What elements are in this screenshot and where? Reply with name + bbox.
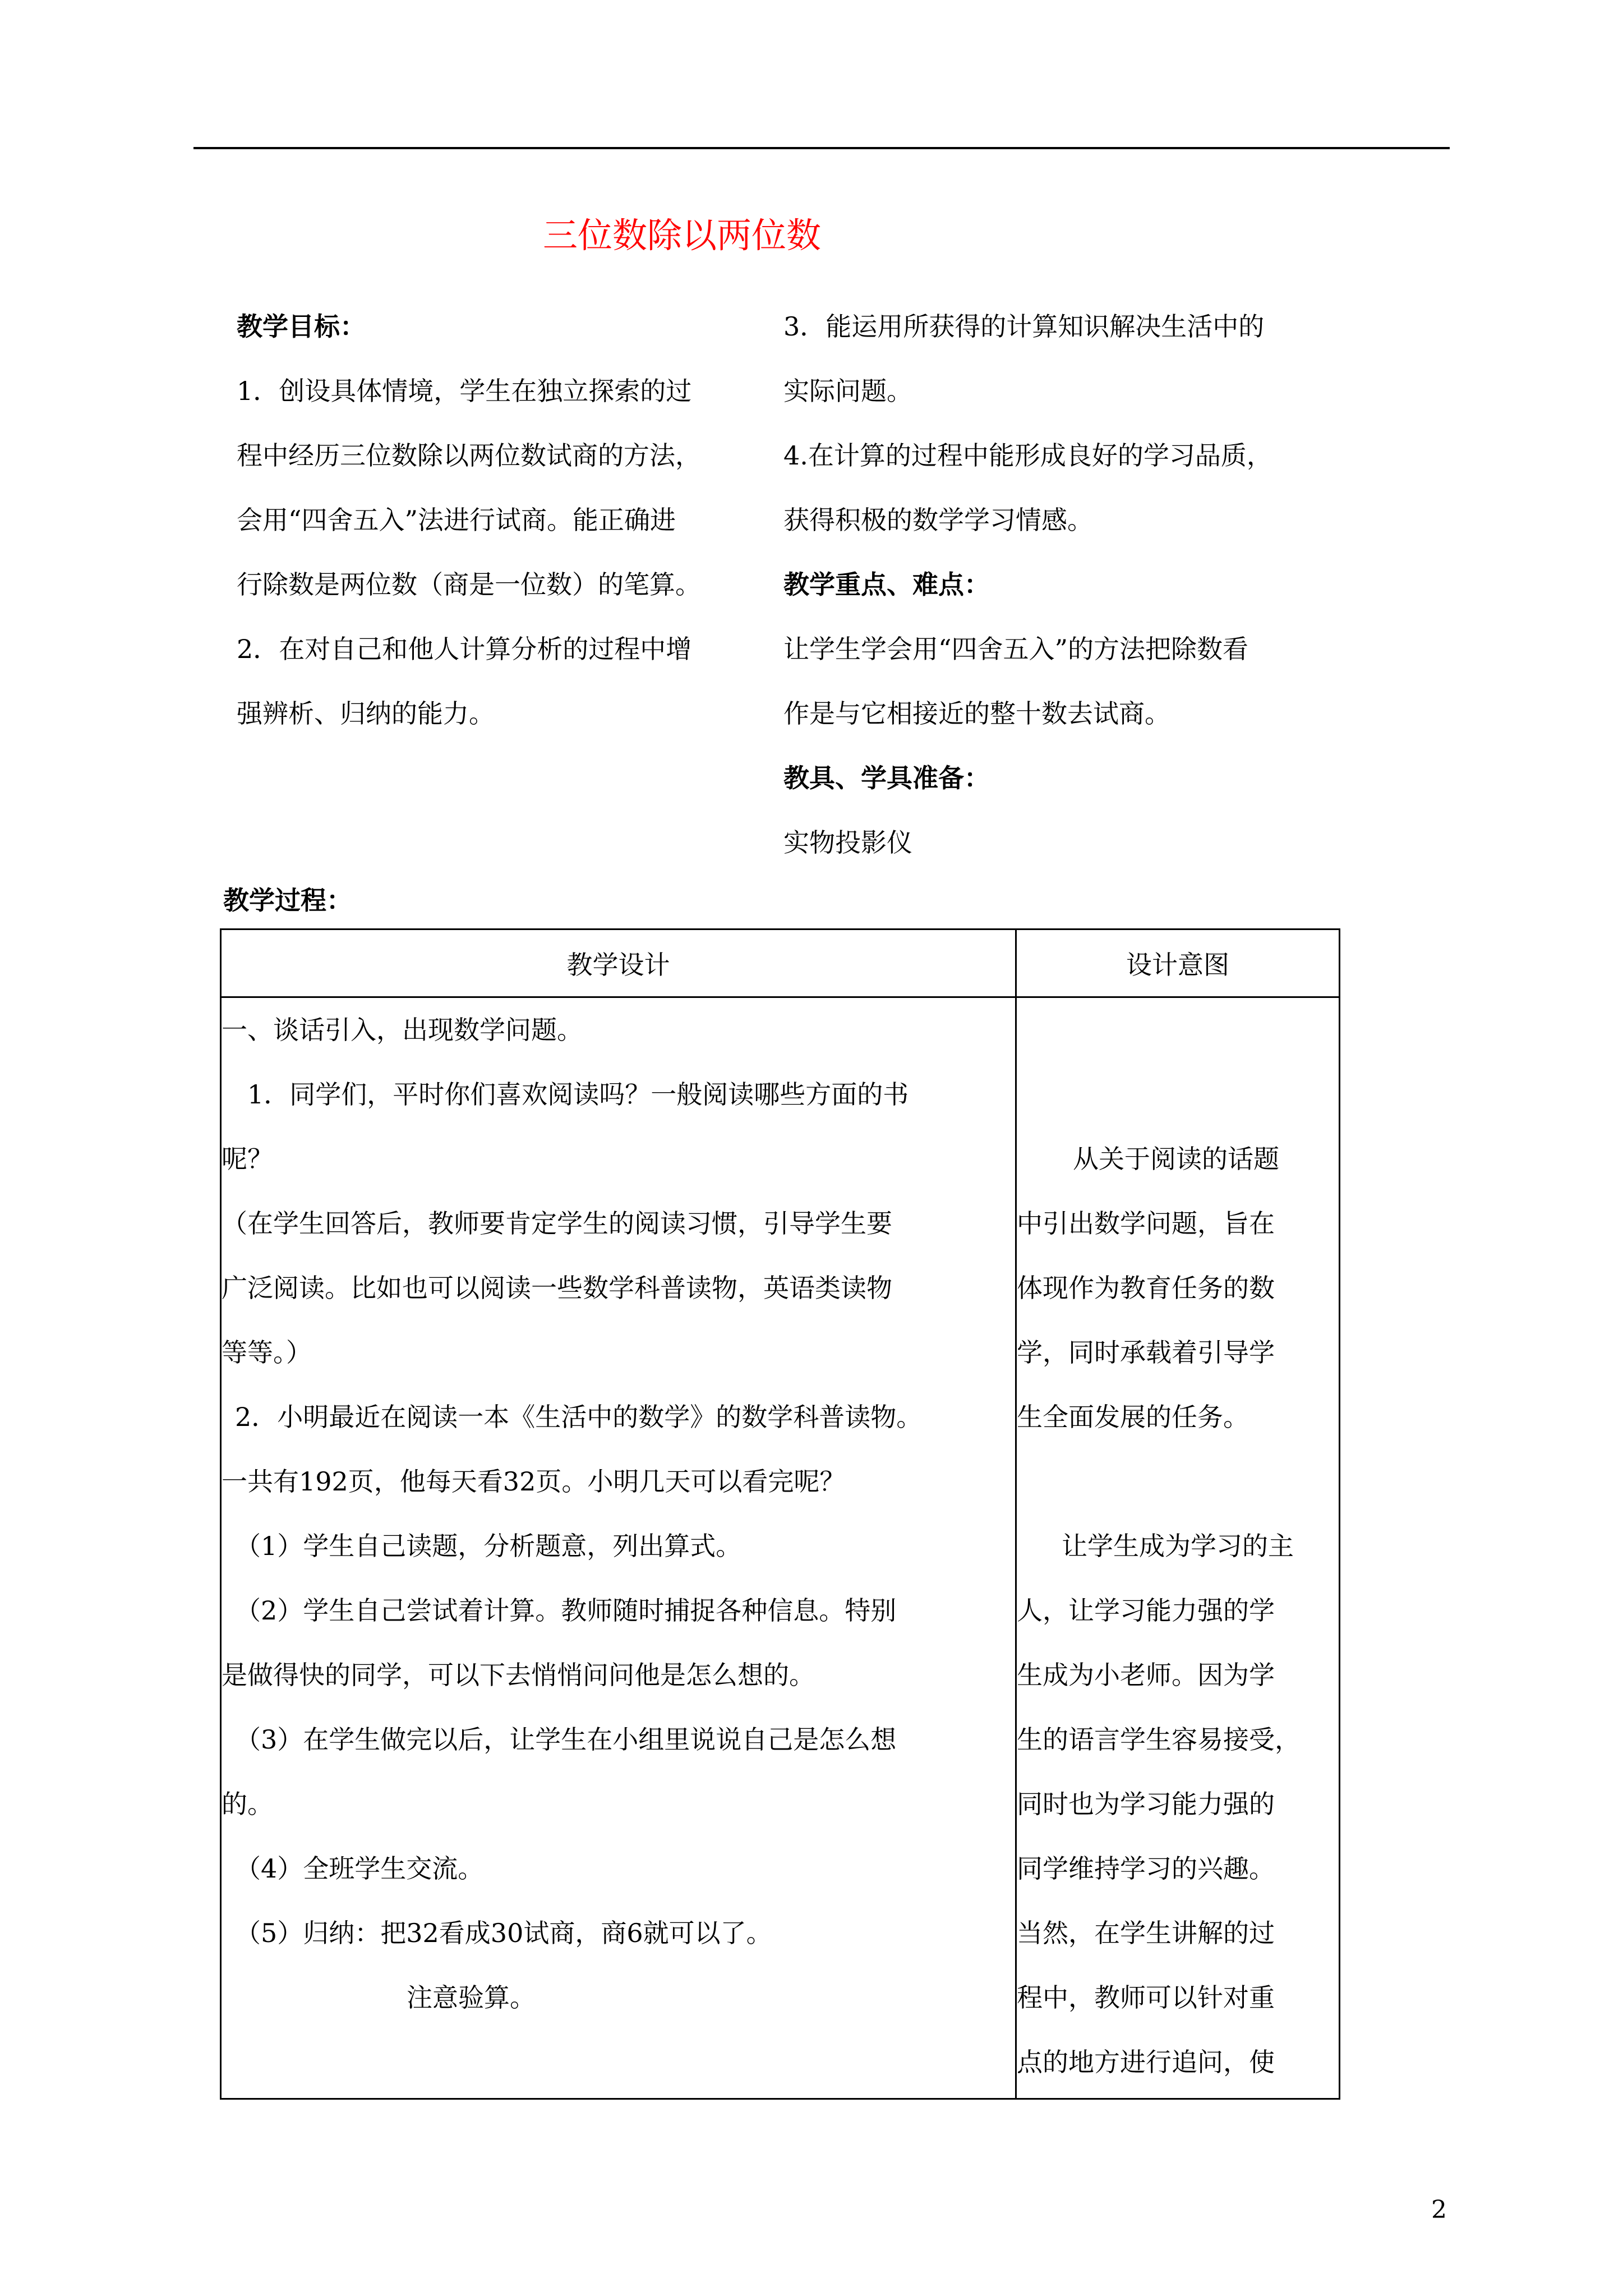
design-line: （1）学生自己读题，分析题意，列出算式。 — [235, 1531, 742, 1561]
design-line: （3）在学生做完以后，让学生在小组里说说自己是怎么想 — [235, 1724, 897, 1755]
intent-line: 生全面发展的任务。 — [1017, 1402, 1249, 1432]
tools-heading: 教具、学具准备： — [783, 763, 990, 793]
intent-spacer — [1017, 998, 1339, 1127]
intent-line: 点的地方进行追问，使 — [1017, 2047, 1275, 2077]
objectives-right-column — [783, 295, 1333, 875]
column-header-intent: 设计意图 — [1016, 930, 1340, 997]
objectives-left-column — [237, 295, 758, 746]
column-header-design: 教学设计 — [221, 930, 1016, 997]
design-cell — [221, 997, 1016, 2099]
tools-text: 实物投影仪 — [783, 827, 912, 858]
objective-line: 获得积极的数学学习情感。 — [783, 505, 1093, 535]
intent-spacer — [1017, 1450, 1339, 1514]
intent-line: 程中，教师可以针对重 — [1017, 1982, 1275, 2013]
objective-line: 1．创设具体情境，学生在独立探索的过 — [237, 376, 692, 406]
intent-line: 从关于阅读的话题 — [1073, 1144, 1279, 1174]
objective-line: 4.在计算的过程中能形成良好的学习品质， — [783, 440, 1272, 471]
design-line: （2）学生自己尝试着计算。教师随时捕捉各种信息。特别 — [235, 1595, 897, 1626]
objective-line: 2．在对自己和他人计算分析的过程中增 — [237, 634, 692, 664]
design-line: （5）归纳：把32看成30试商，商6就可以了。 — [235, 1918, 772, 1948]
intent-line: 生成为小老师。因为学 — [1017, 1660, 1275, 1690]
objective-line: 3．能运用所获得的计算知识解决生活中的 — [783, 311, 1265, 342]
design-line: 等等。） — [222, 1337, 312, 1368]
key-points-line: 让学生学会用“四舍五入”的方法把除数看 — [783, 634, 1249, 664]
table-header-row — [221, 930, 1340, 997]
design-line: 的。 — [222, 1789, 273, 1819]
design-line: 广泛阅读。比如也可以阅读一些数学科普读物，英语类读物 — [222, 1273, 892, 1303]
intent-line: 中引出数学问题，旨在 — [1017, 1208, 1275, 1239]
design-line: 1．同学们，平时你们喜欢阅读吗？一般阅读哪些方面的书 — [247, 1079, 909, 1110]
intent-line: 生的语言学生容易接受， — [1017, 1724, 1301, 1755]
intent-line: 同学维持学习的兴趣。 — [1017, 1853, 1275, 1884]
design-line: 2．小明最近在阅读一本《生活中的数学》的数学科普读物。 — [235, 1402, 923, 1432]
process-table — [220, 928, 1340, 2100]
key-points-heading: 教学重点、难点： — [783, 569, 990, 600]
intent-line: 同时也为学习能力强的 — [1017, 1789, 1275, 1819]
table-row — [221, 997, 1340, 2099]
objective-line: 行除数是两位数（商是一位数）的笔算。 — [237, 569, 701, 600]
intent-line: 让学生成为学习的主 — [1062, 1531, 1294, 1561]
design-line: （在学生回答后，教师要肯定学生的阅读习惯，引导学生要 — [222, 1208, 892, 1239]
objective-line: 会用“四舍五入”法进行试商。能正确进 — [237, 505, 676, 535]
process-heading: 教学过程： — [223, 885, 352, 915]
design-line: 注意验算。 — [407, 1982, 536, 2013]
objective-line: 实际问题。 — [783, 376, 912, 406]
design-line: 一共有192页，他每天看32页。小明几天可以看完呢？ — [222, 1466, 846, 1497]
design-line: 呢？ — [222, 1144, 273, 1174]
design-line: 是做得快的同学，可以下去悄悄问问他是怎么想的。 — [222, 1660, 815, 1690]
objectives-heading: 教学目标： — [237, 311, 366, 342]
intent-line: 学，同时承载着引导学 — [1017, 1337, 1275, 1368]
intent-line: 当然，在学生讲解的过 — [1017, 1918, 1275, 1948]
design-line: 一、谈话引入，出现数学问题。 — [222, 1015, 583, 1045]
design-line: （4）全班学生交流。 — [235, 1853, 484, 1884]
key-points-line: 作是与它相接近的整十数去试商。 — [783, 698, 1170, 729]
objective-line: 强辨析、归纳的能力。 — [237, 698, 495, 729]
intent-cell — [1016, 997, 1340, 2099]
intent-line: 体现作为教育任务的数 — [1017, 1273, 1275, 1303]
objective-line: 程中经历三位数除以两位数试商的方法， — [237, 440, 701, 471]
intent-line: 人，让学习能力强的学 — [1017, 1595, 1275, 1626]
page-number: 2 — [1431, 2196, 1447, 2224]
document-title: 三位数除以两位数 — [543, 215, 822, 256]
header-rule — [193, 147, 1450, 149]
